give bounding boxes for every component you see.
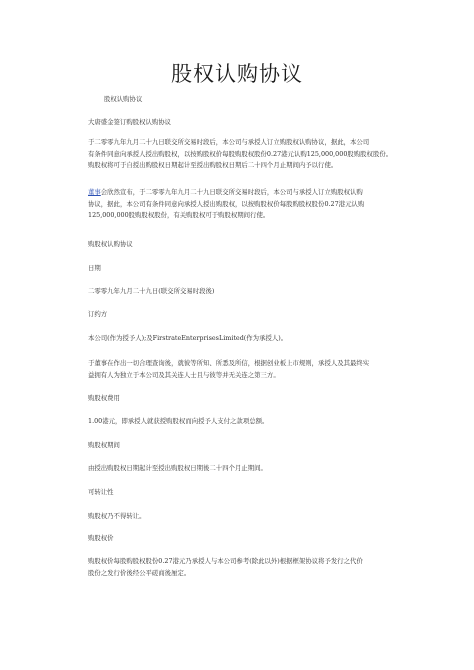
- para2-line-3: 125,000,000股购股权股份，有关购股权可于购股权期间行使。: [88, 211, 270, 219]
- label-transfer: 可转让性: [88, 488, 114, 496]
- para2-line-2: 协议，据此，本公司有条件同意向承授人授出购股权，以按购股权价每股购股权股份0.27港元认购: [88, 199, 365, 208]
- directors-link[interactable]: 董事: [88, 188, 101, 196]
- para3-line-2: 益拥有人为独立于本公司及其关连人士且与彼等并无关连之第三方。: [88, 370, 280, 379]
- intro-heading: 大唐盛金签订购股权认购协议: [88, 118, 172, 126]
- date-value: 二零零九年九月二十九日(联交所交易时段後): [88, 287, 215, 295]
- para4-line-2: 股份之发行价後经公平磋商後厘定。: [88, 568, 191, 577]
- label-parties: 订约方: [88, 310, 108, 318]
- fee-value: 1.00港元，即承授人就获授购股权而向授予人支付之款项总额。: [88, 417, 269, 425]
- label-price: 购股权价: [88, 534, 114, 542]
- para1-line-3: 购股权将可于自授出购股权日期起计至授出购股权日期后二十四个月止期间内予以行使。: [88, 161, 338, 169]
- para4-line-1: 购股权价每股购股权股份0.27港元乃承授人与本公司参考(除此以外)根据框架协议将予发行之代价: [88, 557, 363, 565]
- transfer-value: 购股权乃不得转让。: [88, 512, 146, 520]
- label-date: 日期: [88, 264, 101, 272]
- label-period: 购股权期间: [88, 441, 120, 449]
- para3-line-1: 于董事在作出一切合理查询後，就彼等所知、所悉及所信，根据创业板上市规则，承授人及其最终实: [88, 359, 370, 367]
- para2-line-1: [88, 187, 398, 199]
- document-title: 股权认购协议: [171, 62, 303, 86]
- parties-value: 本公司(作为授予人);及FirstrateEnterprisesLimited(作为承授人)。: [88, 334, 288, 342]
- sub-title: 股权认购协议: [104, 95, 143, 103]
- para2-line-1-text: 会欣然宣布，于二零零九年九月二十九日联交所交易时段后，本公司与承授人订立购股权认购: [100, 188, 363, 196]
- para1-line-2: 有条件同意向承授人授出购股权，以按购股权价每股购股权股份0.27港元认购125,000,000股购股权股份。: [88, 149, 393, 158]
- para1-line-1: 于二零零九年九月二十九日联交所交易时段后，本公司与承授人订立购股权认购协议，据此，本公司: [88, 138, 370, 146]
- label-fee: 购股权费用: [88, 394, 120, 402]
- period-value: 由授出购股权日期起计至授出购股权日期後二十四个月止期间。: [88, 464, 267, 472]
- heading-agreement: 购股权认购协议: [88, 240, 133, 248]
